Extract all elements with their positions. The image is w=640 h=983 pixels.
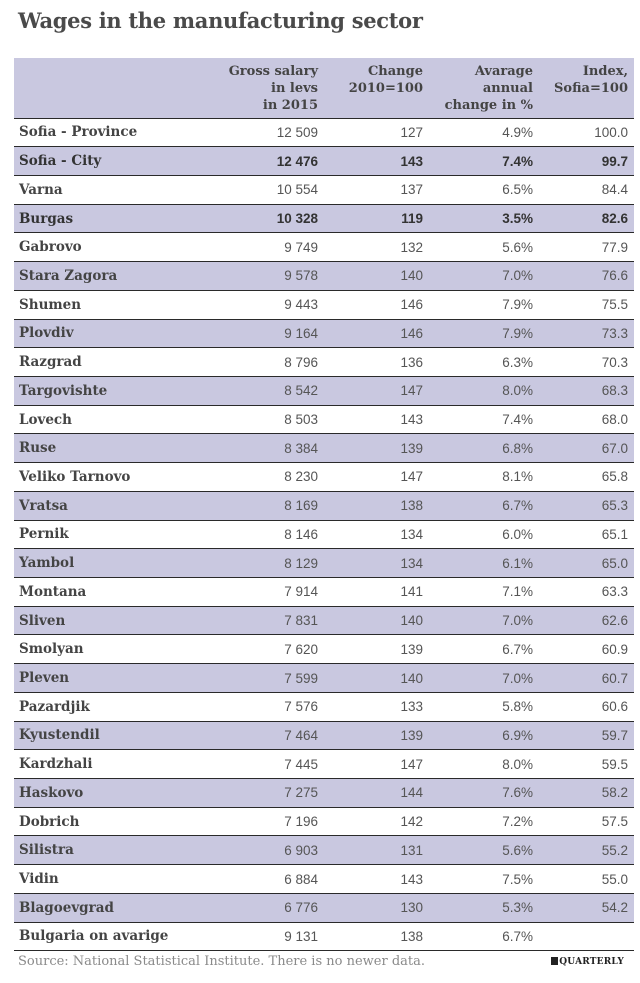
annual-change-cell: 6.0% [502,526,533,542]
annual-change-cell: 7.6% [502,785,533,801]
table-row [14,319,634,348]
annual-change-cell: 5.6% [502,842,533,858]
logo-mark-icon [551,957,558,965]
index-cell: 59.5 [601,756,628,772]
salary-cell: 8 129 [284,555,318,571]
index-cell: 62.6 [601,613,628,629]
annual-change-cell: 7.0% [502,268,533,284]
annual-change-cell: 6.7% [502,928,533,944]
salary-cell: 10 554 [276,182,318,198]
table-row [14,520,634,549]
region-cell: Sofia - Province [19,124,138,141]
region-cell: Plovdiv [19,325,74,342]
index-cell: 65.0 [601,555,628,571]
index-cell: 65.3 [601,498,628,514]
table-row [14,463,634,492]
salary-cell: 9 164 [284,325,318,341]
table-row [14,606,634,635]
region-cell: Targovishte [19,382,108,399]
change-cell: 140 [400,670,423,686]
region-cell: Pernik [19,526,69,543]
annual-change-cell: 8.1% [502,469,533,485]
change-cell: 140 [400,268,423,284]
region-cell: Silistra [19,842,74,859]
index-cell: 65.1 [601,526,628,542]
region-cell: Ruse [19,440,57,457]
region-cell: Razgrad [19,354,82,371]
header-region [14,58,214,118]
table-header [14,58,634,118]
annual-change-cell: 7.0% [502,613,533,629]
salary-cell: 9 578 [284,268,318,284]
change-cell: 130 [400,900,423,916]
index-cell: 84.4 [601,182,628,198]
table-row [14,922,634,951]
index-cell: 65.8 [601,469,628,485]
salary-cell: 7 275 [284,785,318,801]
change-cell: 142 [400,814,423,830]
annual-change-cell: 7.9% [502,325,533,341]
region-cell: Dobrich [19,813,80,830]
salary-cell: 8 542 [284,383,318,399]
salary-cell: 8 503 [284,412,318,428]
table-row [14,290,634,319]
region-cell: Blagoevgrad [19,899,114,916]
region-cell: Gabrovo [19,239,82,256]
region-cell: Vratsa [19,497,68,514]
index-cell: 100.0 [594,124,628,140]
table-row [14,893,634,922]
salary-cell: 6 903 [284,842,318,858]
salary-cell: 7 196 [284,814,318,830]
table-row [14,147,634,176]
salary-cell: 7 464 [284,727,318,743]
change-cell: 139 [400,727,423,743]
region-cell: Burgas [19,210,74,227]
index-cell: 55.2 [601,842,628,858]
change-cell: 138 [400,928,423,944]
salary-cell: 8 230 [284,469,318,485]
change-cell: 143 [400,412,423,428]
region-cell: Kardzhali [19,756,93,773]
region-cell: Pleven [19,670,70,687]
change-cell: 127 [400,124,423,140]
index-cell: 68.0 [601,412,628,428]
region-cell: Haskovo [19,784,84,801]
table-row [14,721,634,750]
index-cell: 57.5 [601,814,628,830]
annual-change-cell: 5.3% [502,900,533,916]
salary-cell: 7 620 [284,641,318,657]
index-cell: 67.0 [601,440,628,456]
change-cell: 140 [400,613,423,629]
change-cell: 137 [400,182,423,198]
change-cell: 141 [400,584,423,600]
table-row [14,434,634,463]
annual-change-cell: 7.1% [502,584,533,600]
annual-change-cell: 6.1% [502,555,533,571]
wages-table [14,58,634,951]
salary-cell: 10 328 [276,211,318,227]
region-cell: Shumen [19,296,82,313]
change-cell: 147 [400,756,423,772]
change-cell: 146 [400,325,423,341]
table-row [14,376,634,405]
table-row [14,491,634,520]
table-row [14,578,634,607]
table-row [14,750,634,779]
index-cell: 63.3 [601,584,628,600]
annual-change-cell: 7.5% [502,871,533,887]
region-cell: Yambol [19,555,75,572]
region-cell: Sofia - City [19,153,102,170]
region-cell: Sliven [19,612,66,629]
index-cell: 60.7 [601,670,628,686]
salary-cell: 8 169 [284,498,318,514]
source-note: Source: National Statistical Institute. There is no newer data. [18,954,426,969]
salary-cell: 9 131 [284,928,318,944]
change-cell: 146 [400,297,423,313]
header-index: Index, Sofia=100 [554,64,628,96]
change-cell: 147 [400,383,423,399]
salary-cell: 7 599 [284,670,318,686]
index-cell: 77.9 [601,239,628,255]
table-body [14,118,634,951]
annual-change-cell: 7.0% [502,670,533,686]
change-cell: 143 [400,871,423,887]
change-cell: 134 [400,555,423,571]
region-cell: Vidin [19,871,59,888]
table-row [14,262,634,291]
change-cell: 138 [400,498,423,514]
change-cell: 132 [400,239,423,255]
index-cell: 70.3 [601,354,628,370]
region-cell: Varna [19,181,63,198]
region-cell: Bulgaria on avarige [19,928,169,945]
region-cell: Lovech [19,411,72,428]
annual-change-cell: 6.3% [502,354,533,370]
change-cell: 134 [400,526,423,542]
salary-cell: 7 445 [284,756,318,772]
salary-cell: 9 443 [284,297,318,313]
header-change: Change 2010=100 [348,64,423,96]
annual-change-cell: 6.7% [502,498,533,514]
region-cell: Stara Zagora [19,267,118,284]
table-row [14,779,634,808]
table-row [14,175,634,204]
annual-change-cell: 7.2% [502,814,533,830]
annual-change-cell: 5.8% [502,699,533,715]
annual-change-cell: 6.7% [502,641,533,657]
salary-cell: 12 509 [276,124,318,140]
change-cell: 131 [400,842,423,858]
table-row [14,635,634,664]
publisher-logo [551,957,624,967]
table-row [14,807,634,836]
header-annual-change: Avarage annual change in % [444,64,533,113]
annual-change-cell: 6.5% [502,182,533,198]
index-cell: 75.5 [601,297,628,313]
change-cell: 139 [400,440,423,456]
salary-cell: 8 146 [284,526,318,542]
region-cell: Smolyan [19,641,84,658]
salary-cell: 6 884 [284,871,318,887]
salary-cell: 8 384 [284,440,318,456]
table-row [14,405,634,434]
region-cell: Montana [19,583,87,600]
annual-change-cell: 8.0% [502,756,533,772]
index-cell: 76.6 [601,268,628,284]
annual-change-cell: 7.9% [502,297,533,313]
salary-cell: 7 831 [284,613,318,629]
change-cell: 147 [400,469,423,485]
change-cell: 119 [401,211,423,227]
index-cell: 55.0 [601,871,628,887]
change-cell: 133 [400,699,423,715]
region-cell: Veliko Tarnovo [19,468,131,485]
annual-change-cell: 3.5% [502,211,533,227]
header-row [14,58,634,118]
index-cell: 99.7 [601,153,628,169]
table-row [14,118,634,147]
header-gross-salary: Gross salary in levs in 2015 [228,64,318,113]
table-row [14,549,634,578]
logo-text: QUARTERLY [559,957,624,967]
table-row [14,348,634,377]
index-cell: 58.2 [601,785,628,801]
annual-change-cell: 5.6% [502,239,533,255]
salary-cell: 12 476 [276,153,318,169]
table-row [14,204,634,233]
change-cell: 136 [400,354,423,370]
table-row [14,865,634,894]
change-cell: 144 [400,785,423,801]
change-cell: 139 [400,641,423,657]
salary-cell: 8 796 [284,354,318,370]
table-row [14,233,634,262]
region-cell: Kyustendil [19,727,100,744]
salary-cell: 9 749 [284,239,318,255]
annual-change-cell: 7.4% [502,412,533,428]
table-row [14,692,634,721]
annual-change-cell: 6.9% [502,727,533,743]
salary-cell: 7 914 [284,584,318,600]
salary-cell: 7 576 [284,699,318,715]
table-row [14,664,634,693]
region-cell: Pazardjik [19,698,90,715]
table-row [14,836,634,865]
annual-change-cell: 4.9% [502,124,533,140]
index-cell: 73.3 [601,325,628,341]
index-cell: 54.2 [601,900,628,916]
index-cell [539,922,634,951]
index-cell: 59.7 [601,727,628,743]
annual-change-cell: 8.0% [502,383,533,399]
page-title: Wages in the manufacturing sector [18,8,423,33]
change-cell: 143 [400,153,423,169]
index-cell: 82.6 [601,211,628,227]
annual-change-cell: 6.8% [502,440,533,456]
index-cell: 60.6 [601,699,628,715]
index-cell: 68.3 [601,383,628,399]
annual-change-cell: 7.4% [502,153,533,169]
salary-cell: 6 776 [284,900,318,916]
index-cell: 60.9 [601,641,628,657]
